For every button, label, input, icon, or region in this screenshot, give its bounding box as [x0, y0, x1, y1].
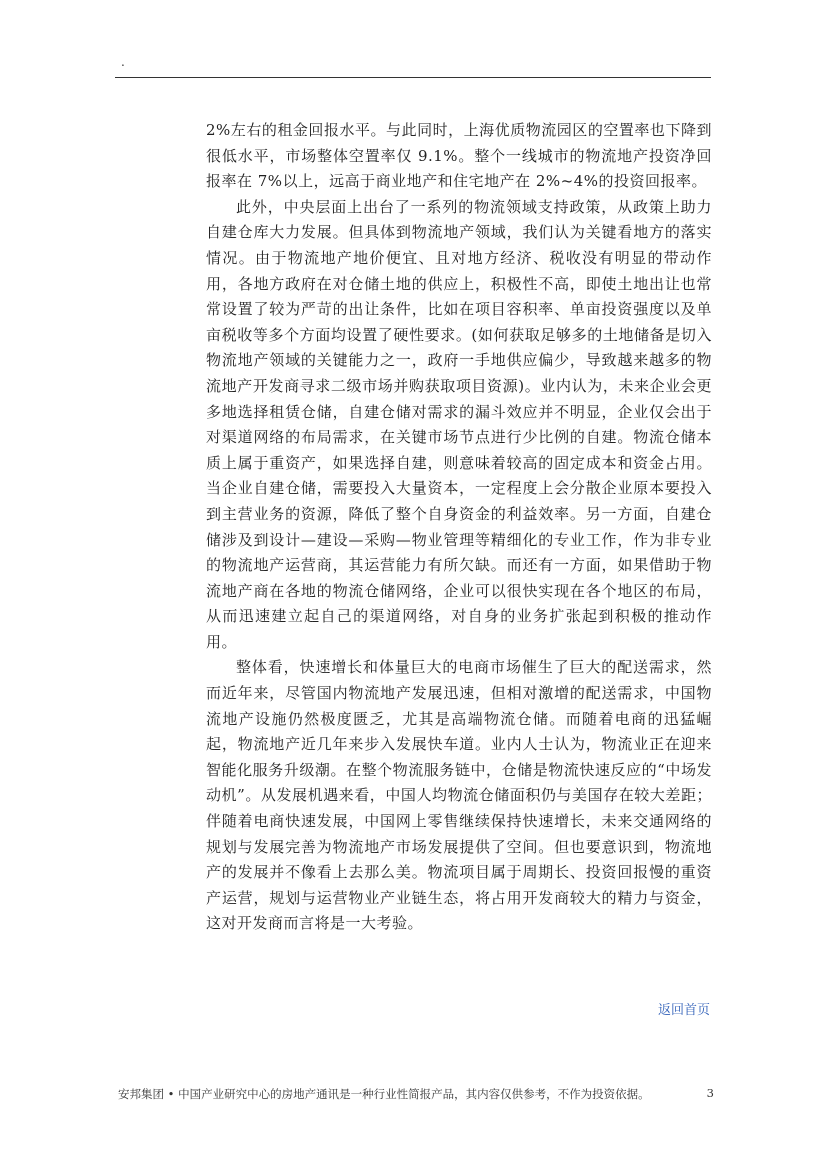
paragraph-2: 此外，中央层面上出台了一系列的物流领域支持政策，从政策上助力自建仓库大力发展。但具体到物流地产领域，我们认为关键看地方的落实情况。由于物流地产地价便宜、且对地方经济、税收没有明显的带动作用，各地方政府在对仓储土地的供应上，积极性不高，即使土地出让也常常设置了较为严苛的出让条件，比如在项目容积率、单亩投资强度以及单亩税收等多个方面均设置了硬性要求。(如何获取足够多的土地储备是切入物流地产领域的关键能力之一，政府一手地供应偏少，导致越来越多的物流地产开发商寻求二级市场并购获取项目资源)。业内认为，未来企业会更多地选择租赁仓储，自建仓储对需求的漏斗效应并不明显，企业仅会出于对渠道网络的布局需求，在关键市场节点进行少比例的自建。物流仓储本质上属于重资产，如果选择自建，则意味着较高的固定成本和资金占用。当企业自建仓储，需要投入大量资本，一定程度上会分散企业原本要投入到主营业务的资源，降低了整个自身资金的利益效率。另一方面，自建仓储涉及到设计—建设—采购—物业管理等精细化的专业工作，作为非专业的物流地产运营商，其运营能力有所欠缺。而还有一方面，如果借助于物流地产商在各地的物流仓储网络，企业可以很快实现在各个地区的布局，从而迅速建立起自己的渠道网络，对自身的业务扩张起到积极的推动作用。 — [206, 197, 712, 651]
header-rule — [115, 77, 711, 78]
article-body — [206, 118, 712, 937]
page-footer — [118, 1086, 714, 1102]
paragraph-3: 整体看，快速增长和体量巨大的电商市场催生了巨大的配送需求，然而近年来，尽管国内物流地产发展迅速，但相对激增的配送需求，中国物流地产设施仍然极度匮乏，尤其是高端物流仓储。而随着电商的迅猛崛起，物流地产近几年来步入发展快车道。业内人士认为，物流业正在迎来智能化服务升级潮。在整个物流服务链中，仓储是物流快速反应的“中场发动机”。从发展机遇来看，中国人均物流仓储面积仍与美国存在较大差距；伴随着电商快速发展，中国网上零售继续保持快速增长，未来交通网络的规划与发展完善为物流地产市场发展提供了空间。但也要意识到，物流地产的发展并不像看上去那么美。物流项目属于周期长、投资回报慢的重资产运营，规划与运营物业产业链生态，将占用开发商较大的精力与资金，这对开发商而言将是一大考验。 — [206, 658, 712, 933]
footer-disclaimer: 安邦集团 • 中国产业研究中心的房地产通讯是一种行业性简报产品，其内容仅供参考，不作为投资依据。 — [118, 1087, 650, 1101]
back-to-home-link[interactable]: 返回首页 — [657, 1003, 710, 1018]
page-number: 3 — [706, 1086, 714, 1100]
paragraph-1: 2%左右的租金回报水平。与此同时，上海优质物流园区的空置率也下降到很低水平，市场整体空置率仅 9.1%。整个一线城市的物流地产投资净回报率在 7%以上，远高于商业地产和住宅地产在 2%~4%的投资回报率。 — [206, 121, 712, 191]
header-mark: . — [121, 55, 125, 69]
